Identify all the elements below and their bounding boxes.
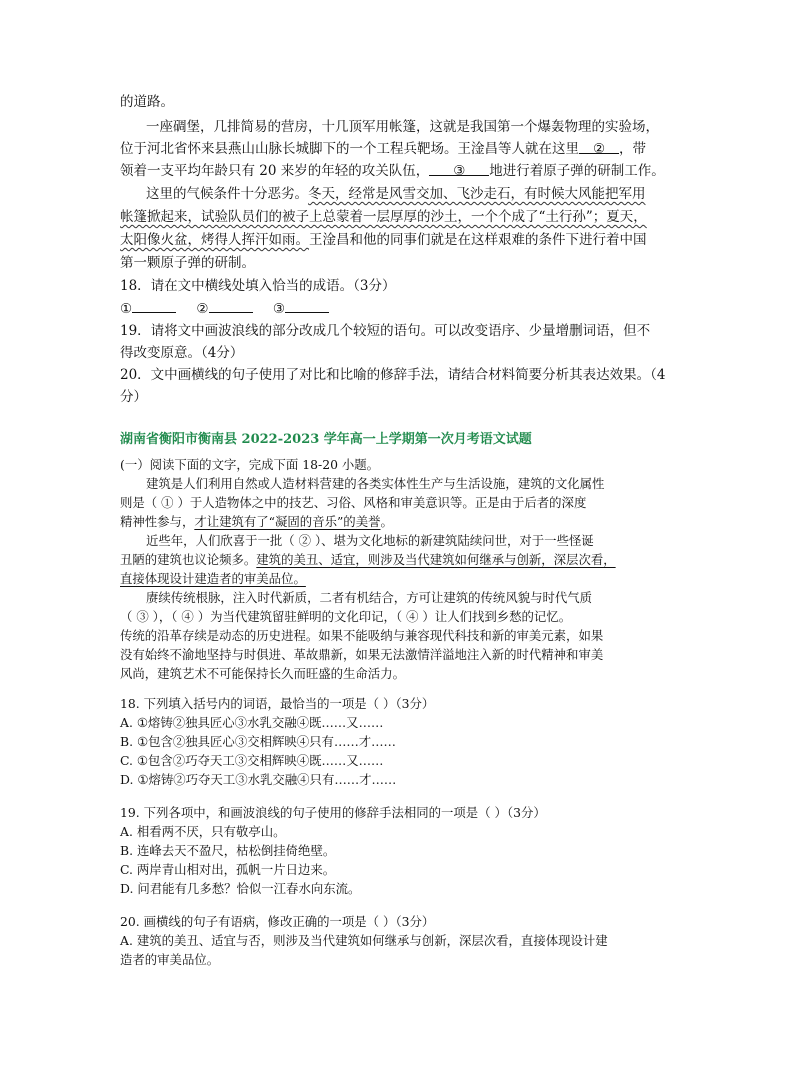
paragraph-line: [120, 139, 646, 159]
underlined-text: 建筑的美丑、适宜，则涉及当代建筑如何继承与创新，深层次看，: [256, 552, 616, 567]
text-span: 丑陋的建筑也议论频多。: [120, 552, 257, 567]
question-19-text: 19．请将文中画波浪线的部分改成几个较短的语句。可以改变语序、少量增删词语，但不: [120, 323, 651, 339]
answer-blank: [285, 298, 329, 313]
option-d: D. 问君能有几多愁？恰似一江春水向东流。: [120, 881, 361, 896]
paragraph-line: 没有始终不渝地坚持与时俱进、革故鼎新，如果无法激情洋溢地注入新的时代精神和审美: [120, 647, 604, 662]
paragraph-line: [120, 161, 665, 181]
paragraph-line: [120, 569, 306, 588]
text-line: 的道路。: [120, 94, 174, 110]
option-a: A. 相看两不厌，只有敬亭山。: [120, 824, 286, 839]
text-span: 精神性参与，: [120, 514, 195, 529]
text-span: ，带: [619, 141, 646, 157]
option-a-continued: 造者的审美品位。: [120, 952, 220, 967]
answer-blank: ②: [579, 139, 619, 154]
underlined-text: 直接体现设计建造者的审美品位。: [120, 571, 306, 586]
question-20-text: 20．文中画横线的句子使用了对比和比喻的修辞手法，请结合材料简要分析其表达效果。（4: [120, 367, 666, 383]
option-c: C. 两岸青山相对出，孤帆一片日边来。: [120, 862, 336, 877]
paragraph-line: [146, 184, 646, 204]
paragraph-line: 传统的沿革存续是动态的历史进程。如果不能吸纳与兼容现代科技和新的审美元素，如果: [120, 628, 604, 643]
text-span: 王淦昌和他的同事们就是在这样艰难的条件下进行着中国: [309, 232, 647, 248]
paragraph-line: 则是（ ① ）于人造物体之中的技艺、习俗、风格和审美意识等。正是由于后者的深度: [120, 495, 587, 510]
underlined-text: 才让建筑有了“凝固的音乐”的美誉: [194, 514, 381, 529]
answer-blank: ③: [429, 161, 489, 176]
blank-label: ②: [196, 301, 209, 317]
question-20-text: 分）: [120, 389, 147, 405]
option-b: B. 连峰去天不盈尺，枯松倒挂倚绝壁。: [120, 843, 336, 858]
answer-blank: [209, 298, 253, 313]
text-span: 地进行着原子弹的研制工作。: [489, 163, 665, 179]
paragraph-line: [120, 207, 647, 227]
option-a: A. 建筑的美丑、适宜与否，则涉及当代建筑如何继承与创新，深层次看，直接体现设计建: [120, 933, 608, 948]
wavy-underlined-text: 冬天，经常是风雪交加、飞沙走石，有时候大风能把军用: [308, 186, 646, 202]
question-18-text: 18. 下列填入括号内的词语，最恰当的一项是（ ）（3分）: [120, 696, 435, 711]
paragraph-line: （ ③ ），（ ④ ）为当代建筑留驻鲜明的文化印记，（ ④ ）让人们找到乡愁的记忆。: [120, 609, 572, 624]
paragraph-line: [120, 550, 616, 569]
text-span: 这里的气候条件十分恶劣。: [146, 186, 308, 202]
blank-label: ③: [272, 301, 285, 317]
section-title: 湖南省衡阳市衡南县 2022-2023 学年高一上学期第一次月考语文试题: [120, 432, 532, 447]
paragraph-line: 风尚，建筑艺术不可能保持长久而旺盛的生命活力。: [120, 666, 405, 681]
paragraph-line: 一座碉堡，几排简易的营房，十几顶军用帐篷，这就是我国第一个爆轰物理的实验场，: [146, 119, 659, 135]
question-18-blanks: [120, 298, 329, 319]
question-19-text: 得改变原意。（4分）: [120, 345, 244, 361]
text-span: 领着一支平均年龄只有 20 来岁的年轻的攻关队伍，: [120, 163, 430, 179]
paragraph-line: 建筑是人们利用自然或人造材料营建的各类实体性生产与生活设施，建筑的文化属性: [146, 476, 605, 491]
answer-blank: [132, 298, 176, 313]
option-c: C. ①包含②巧夺天工③交相辉映④既……又……: [120, 753, 384, 768]
paragraph-line: 第一颗原子弹的研制。: [120, 255, 255, 271]
text-span: 位于河北省怀来县燕山山脉长城脚下的一个工程兵靶场。王淦昌等人就在这里: [120, 141, 579, 157]
section-intro: (一）阅读下面的文字，完成下面 18-20 小题。: [120, 457, 380, 472]
paragraph-line: [120, 230, 647, 250]
wavy-underlined-text: 帐篷掀起来，试验队员们的被子上总蒙着一层厚厚的沙土，一个个成了“土行孙”；夏天，: [120, 209, 647, 225]
question-18-text: 18．请在文中横线处填入恰当的成语。（3分）: [120, 278, 396, 294]
text-span: 。: [380, 514, 393, 529]
option-b: B. ①包含②独具匠心③交相辉映④只有……才……: [120, 734, 396, 749]
paragraph-line: [120, 512, 393, 531]
blank-label: ①: [120, 301, 133, 317]
question-19-text: 19. 下列各项中，和画波浪线的句子使用的修辞手法相同的一项是（ ）（3分）: [120, 805, 546, 820]
wavy-underlined-text: 太阳像火盆，烤得人挥汗如雨。: [120, 232, 309, 248]
paragraph-line: 近些年，人们欣喜于一批（ ② ）、堪为文化地标的新建筑陆续问世，对于一些怪诞: [146, 533, 594, 548]
option-a: A. ①熔铸②独具匠心③水乳交融④既……又……: [120, 715, 384, 730]
paragraph-line: 赓续传统根脉，注入时代新质，二者有机结合，方可让建筑的传统风貌与时代气质: [146, 590, 593, 605]
question-20-text: 20. 画横线的句子有语病，修改正确的一项是（ ）（3分）: [120, 914, 435, 929]
option-d: D. ①熔铸②巧夺天工③水乳交融④只有……才……: [120, 772, 397, 787]
